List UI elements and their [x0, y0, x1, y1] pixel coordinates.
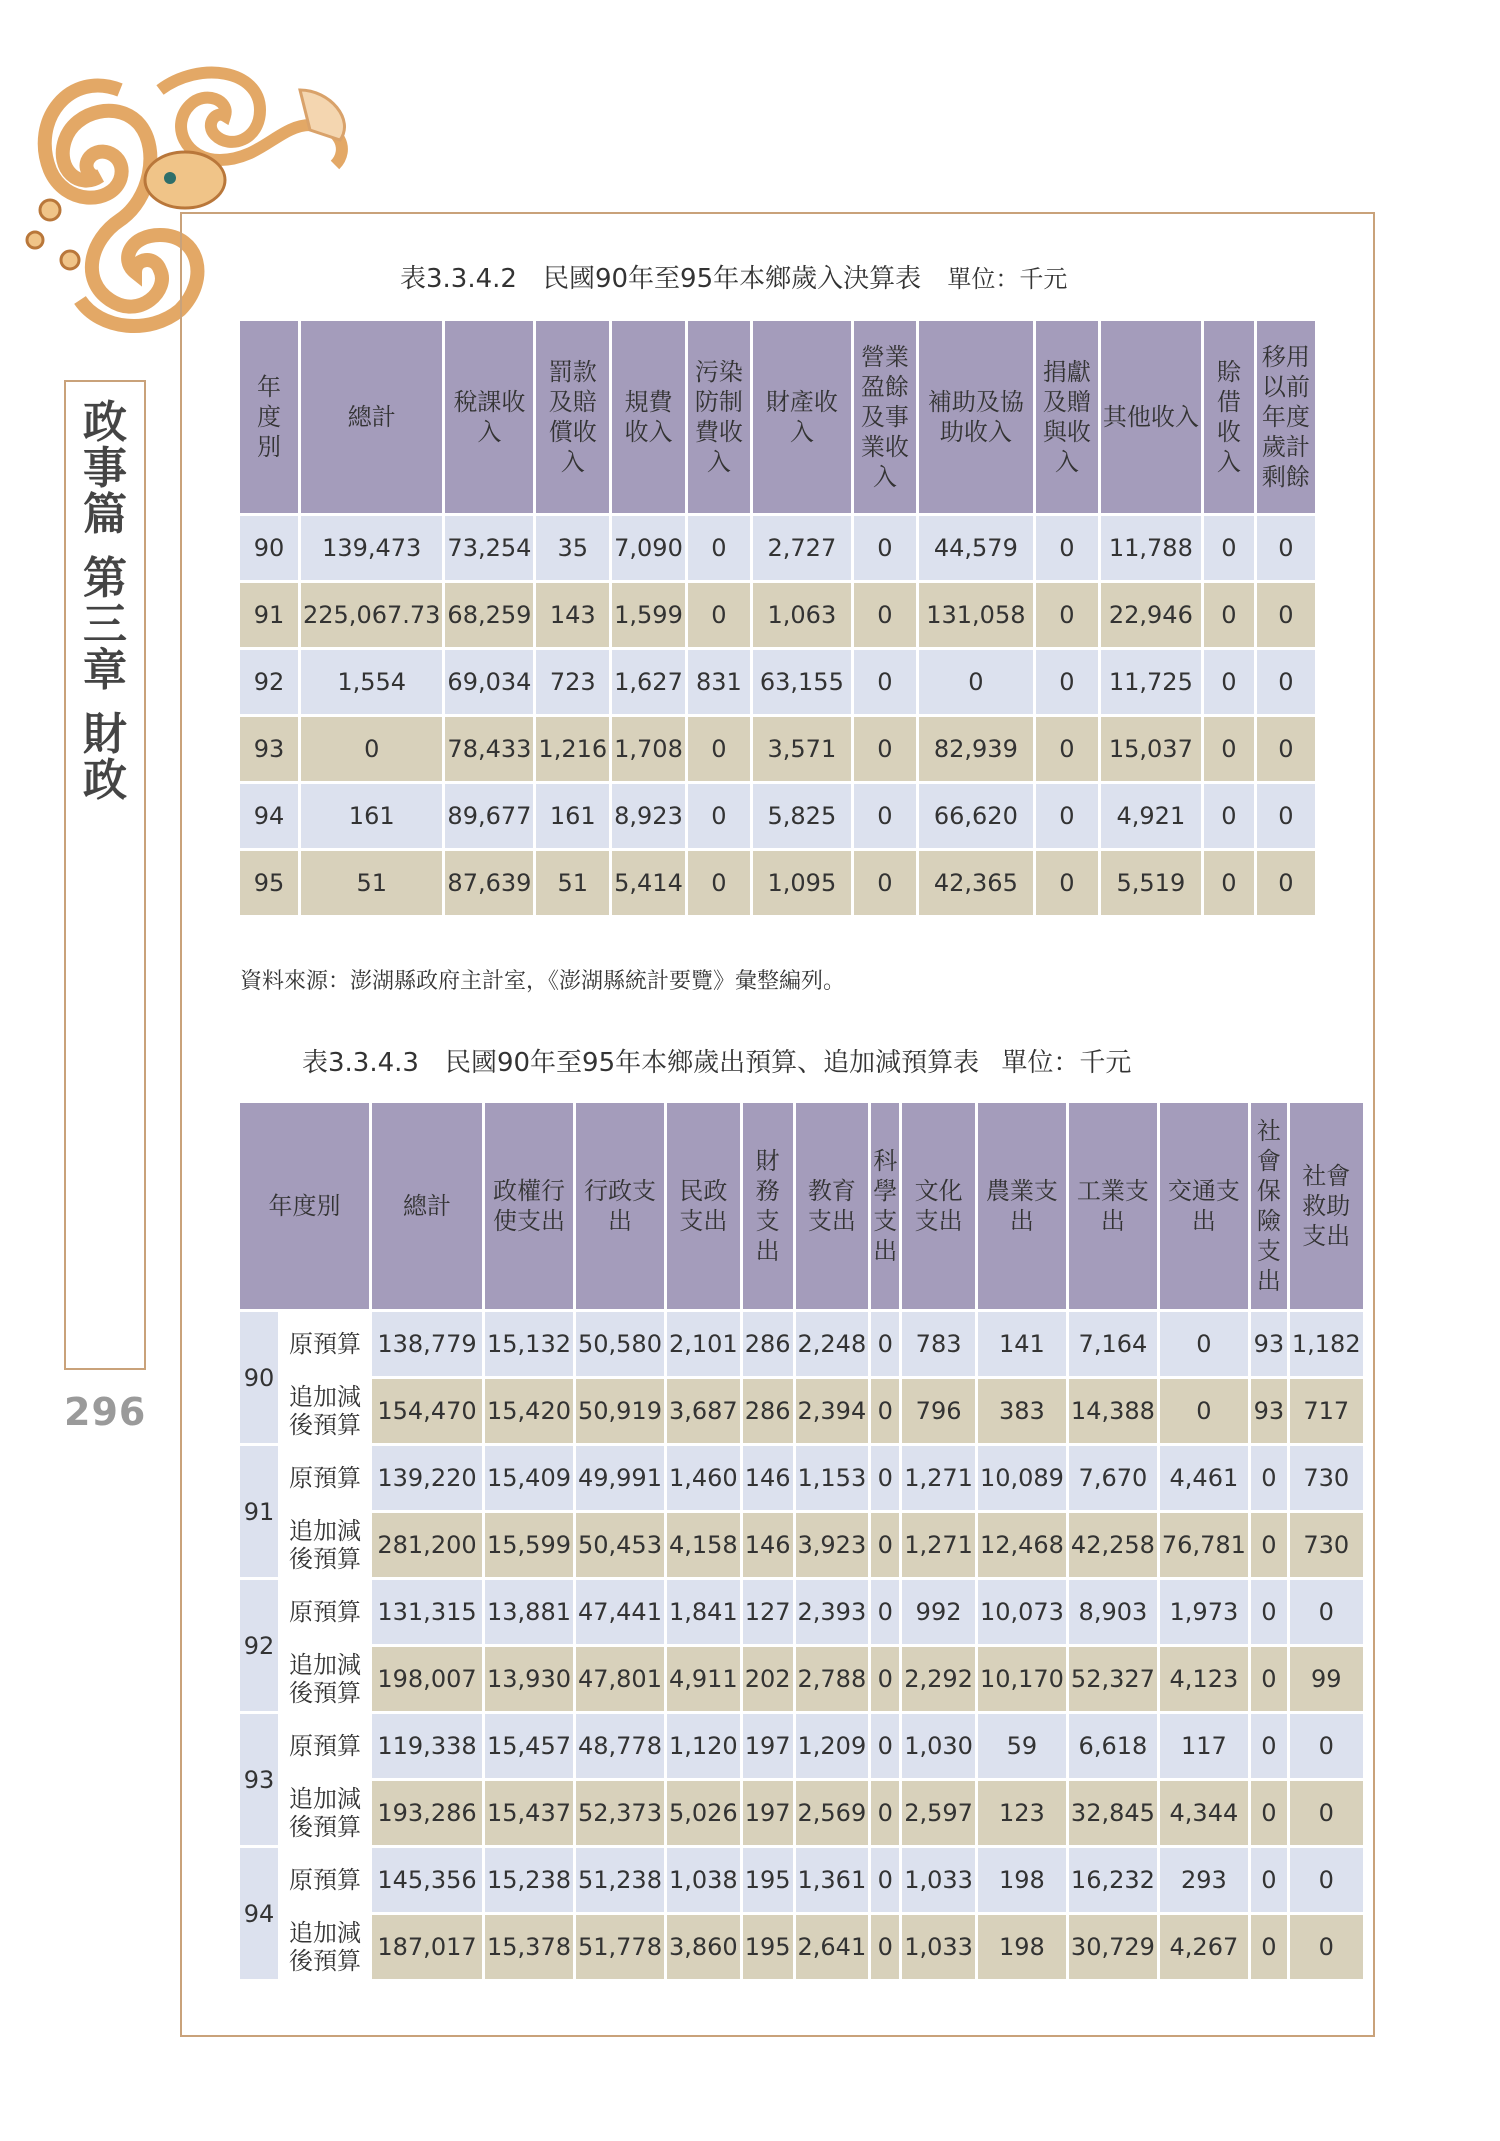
table1-row: [240, 583, 1315, 647]
table1-cell: 63,155: [753, 650, 851, 714]
table2-cell: 0: [871, 1446, 899, 1510]
table1-cell: 0: [1036, 516, 1098, 580]
original-budget-label: 原預算: [281, 1446, 369, 1510]
table1-cell: 0: [854, 650, 916, 714]
table2-cell: 4,158: [667, 1513, 740, 1577]
chapter-title-line: 第三章: [83, 553, 127, 696]
table2-cell: 2,394: [796, 1379, 869, 1443]
table2-row: [240, 1848, 1363, 1912]
table2-cell: 10,170: [978, 1647, 1066, 1711]
table1-year-cell: 95: [240, 851, 298, 915]
table2-cell: 15,378: [485, 1915, 573, 1979]
table1-cell: 0: [688, 583, 750, 647]
table2-cell: 4,344: [1160, 1781, 1248, 1845]
table1-cell: 51: [301, 851, 442, 915]
table2-cell: 193,286: [372, 1781, 482, 1845]
table1-header: 罰款及賠償收入: [536, 321, 609, 513]
table2-header: 財務支出: [743, 1103, 793, 1309]
table2-cell: 93: [1251, 1312, 1287, 1376]
revenue-table: [237, 318, 1318, 918]
table1-cell: 0: [301, 717, 442, 781]
table1-cell: 68,259: [445, 583, 533, 647]
table1-cell: 35: [536, 516, 609, 580]
table2-cell: 0: [871, 1580, 899, 1644]
table2-cell: 127: [743, 1580, 793, 1644]
table1-header: 規費收入: [612, 321, 685, 513]
table2-cell: 197: [743, 1714, 793, 1778]
table2-cell: 2,641: [796, 1915, 869, 1979]
revised-budget-label: 追加減後預算: [281, 1647, 369, 1711]
table2-cell: 0: [871, 1714, 899, 1778]
table2-cell: 2,393: [796, 1580, 869, 1644]
table1-cell: 78,433: [445, 717, 533, 781]
table2-cell: 202: [743, 1647, 793, 1711]
table2-cell: 52,373: [576, 1781, 664, 1845]
original-budget-label: 原預算: [281, 1714, 369, 1778]
table2-cell: 0: [871, 1848, 899, 1912]
table1-cell: 5,825: [753, 784, 851, 848]
table1-row: [240, 851, 1315, 915]
table1-cell: 4,921: [1101, 784, 1201, 848]
table1-cell: 0: [688, 784, 750, 848]
table1-header: 稅課收入: [445, 321, 533, 513]
table1-cell: 1,095: [753, 851, 851, 915]
table1-cell: 69,034: [445, 650, 533, 714]
table2-cell: 3,687: [667, 1379, 740, 1443]
table1-cell: 143: [536, 583, 609, 647]
table2-cell: 30,729: [1069, 1915, 1157, 1979]
table2-cell: 15,409: [485, 1446, 573, 1510]
chapter-title-line: 財政: [83, 709, 127, 806]
table1-cell: 0: [1204, 516, 1254, 580]
table2-cell: 2,101: [667, 1312, 740, 1376]
table2-row: [240, 1781, 1363, 1845]
table2-header: 政權行使支出: [485, 1103, 573, 1309]
table2-header: 交通支出: [1160, 1103, 1248, 1309]
table2-cell: 1,120: [667, 1714, 740, 1778]
table2-cell: 198: [978, 1848, 1066, 1912]
table2-cell: 145,356: [372, 1848, 482, 1912]
table2-cell: 51,238: [576, 1848, 664, 1912]
table1-header: 捐獻及贈與收入: [1036, 321, 1098, 513]
table2-cell: 146: [743, 1513, 793, 1577]
table2-cell: 0: [1251, 1446, 1287, 1510]
table1-cell: 66,620: [919, 784, 1033, 848]
table2-cell: 730: [1290, 1446, 1363, 1510]
table1-cell: 723: [536, 650, 609, 714]
table2-cell: 49,991: [576, 1446, 664, 1510]
table2-unit: 單位：千元: [1001, 1048, 1132, 1078]
table1-cell: 0: [688, 851, 750, 915]
table2-cell: 0: [871, 1513, 899, 1577]
table1-cell: 0: [1257, 650, 1315, 714]
table1-cell: 0: [1036, 851, 1098, 915]
table1-cell: 1,627: [612, 650, 685, 714]
table2-cell: 992: [902, 1580, 975, 1644]
table2-cell: 8,903: [1069, 1580, 1157, 1644]
table2-cell: 76,781: [1160, 1513, 1248, 1577]
table2-cell: 0: [1290, 1781, 1363, 1845]
table2-cell: 4,911: [667, 1647, 740, 1711]
table2-cell: 48,778: [576, 1714, 664, 1778]
table1-cell: 22,946: [1101, 583, 1201, 647]
table2-cell: 3,860: [667, 1915, 740, 1979]
table1-cell: 0: [1257, 717, 1315, 781]
table2-cell: 0: [1160, 1379, 1248, 1443]
table2-cell: 119,338: [372, 1714, 482, 1778]
table1-unit: 單位：千元: [947, 265, 1068, 293]
table2-header: 年度別: [240, 1103, 369, 1309]
table2-header: 農業支出: [978, 1103, 1066, 1309]
table2-cell: 293: [1160, 1848, 1248, 1912]
table1-header: 總計: [301, 321, 442, 513]
table2-cell: 0: [1251, 1580, 1287, 1644]
table1-title: 表3.3.4.2 民國90年至95年本鄉歲入決算表: [400, 264, 922, 294]
table2-cell: 1,033: [902, 1848, 975, 1912]
table2-cell: 281,200: [372, 1513, 482, 1577]
table2-cell: 383: [978, 1379, 1066, 1443]
table1-cell: 831: [688, 650, 750, 714]
table1-caption: [400, 258, 1067, 295]
table2-cell: 717: [1290, 1379, 1363, 1443]
table2-cell: 13,930: [485, 1647, 573, 1711]
table2-cell: 0: [1290, 1580, 1363, 1644]
table1-cell: 0: [919, 650, 1033, 714]
table2-cell: 1,271: [902, 1513, 975, 1577]
table1-year-cell: 94: [240, 784, 298, 848]
table2-cell: 2,597: [902, 1781, 975, 1845]
table2-row: [240, 1312, 1363, 1376]
revised-budget-label: 追加減後預算: [281, 1781, 369, 1845]
table2-cell: 123: [978, 1781, 1066, 1845]
revised-budget-label: 追加減後預算: [281, 1379, 369, 1443]
table1-cell: 3,571: [753, 717, 851, 781]
table2-cell: 117: [1160, 1714, 1248, 1778]
table2-cell: 99: [1290, 1647, 1363, 1711]
table2-cell: 50,580: [576, 1312, 664, 1376]
table1-cell: 0: [688, 516, 750, 580]
table1-cell: 8,923: [612, 784, 685, 848]
table2-header: 社會保險支出: [1251, 1103, 1287, 1309]
table2-header-row: [240, 1103, 1363, 1309]
table2-year-cell: 94: [240, 1848, 278, 1979]
table2-header: 工業支出: [1069, 1103, 1157, 1309]
table2-cell: 730: [1290, 1513, 1363, 1577]
table2-cell: 1,209: [796, 1714, 869, 1778]
table1-cell: 0: [854, 851, 916, 915]
table2-cell: 4,461: [1160, 1446, 1248, 1510]
table1-cell: 0: [688, 717, 750, 781]
table2-cell: 154,470: [372, 1379, 482, 1443]
table2-cell: 15,420: [485, 1379, 573, 1443]
table2-cell: 47,441: [576, 1580, 664, 1644]
table2-cell: 0: [1251, 1513, 1287, 1577]
table1-cell: 2,727: [753, 516, 851, 580]
table1-cell: 11,788: [1101, 516, 1201, 580]
table2-cell: 0: [1251, 1647, 1287, 1711]
table2-row: [240, 1379, 1363, 1443]
chapter-title-line: 政事篇: [83, 397, 127, 540]
table2-cell: 0: [1251, 1915, 1287, 1979]
table1-cell: 0: [1204, 583, 1254, 647]
table2-cell: 0: [1251, 1848, 1287, 1912]
table2-header: 民政支出: [667, 1103, 740, 1309]
revised-budget-label: 追加減後預算: [281, 1915, 369, 1979]
table1-year-cell: 92: [240, 650, 298, 714]
original-budget-label: 原預算: [281, 1580, 369, 1644]
table1-cell: 73,254: [445, 516, 533, 580]
source-note: 資料來源：澎湖縣政府主計室，《澎湖縣統計要覽》彙整編列。: [240, 969, 846, 994]
table1-cell: 0: [1036, 784, 1098, 848]
revised-budget-label: 追加減後預算: [281, 1513, 369, 1577]
table2-row: [240, 1513, 1363, 1577]
table2-cell: 15,457: [485, 1714, 573, 1778]
table1-cell: 0: [1257, 784, 1315, 848]
table2-cell: 2,292: [902, 1647, 975, 1711]
table1-cell: 0: [1257, 851, 1315, 915]
table1-cell: 0: [854, 583, 916, 647]
table1-cell: 0: [1257, 516, 1315, 580]
table2-cell: 1,841: [667, 1580, 740, 1644]
table2-cell: 286: [743, 1312, 793, 1376]
table2-cell: 1,030: [902, 1714, 975, 1778]
table2-cell: 59: [978, 1714, 1066, 1778]
table1-cell: 44,579: [919, 516, 1033, 580]
table1-cell: 1,063: [753, 583, 851, 647]
table2-caption: [302, 1042, 1131, 1079]
table2-cell: 10,089: [978, 1446, 1066, 1510]
expenditure-table: [237, 1100, 1366, 1982]
table2-cell: 146: [743, 1446, 793, 1510]
table1-cell: 15,037: [1101, 717, 1201, 781]
table1-header: 賒借收入: [1204, 321, 1254, 513]
table2-cell: 1,271: [902, 1446, 975, 1510]
table2-cell: 14,388: [1069, 1379, 1157, 1443]
table1-cell: 1,599: [612, 583, 685, 647]
table2-cell: 52,327: [1069, 1647, 1157, 1711]
table1-cell: 0: [1036, 650, 1098, 714]
table2-cell: 7,164: [1069, 1312, 1157, 1376]
table2-cell: 2,248: [796, 1312, 869, 1376]
table2-cell: 1,361: [796, 1848, 869, 1912]
table2-cell: 32,845: [1069, 1781, 1157, 1845]
table2-cell: 0: [871, 1781, 899, 1845]
table2-cell: 15,599: [485, 1513, 573, 1577]
table2-row: [240, 1647, 1363, 1711]
table1-cell: 1,554: [301, 650, 442, 714]
table1-cell: 161: [536, 784, 609, 848]
table2-cell: 187,017: [372, 1915, 482, 1979]
table2-cell: 50,453: [576, 1513, 664, 1577]
table1-cell: 5,414: [612, 851, 685, 915]
table2-cell: 3,923: [796, 1513, 869, 1577]
table2-title: 表3.3.4.3 民國90年至95年本鄉歲出預算、追加減預算表: [302, 1048, 980, 1078]
table2-cell: 1,460: [667, 1446, 740, 1510]
table2-cell: 15,437: [485, 1781, 573, 1845]
table1-year-cell: 90: [240, 516, 298, 580]
table1-cell: 89,677: [445, 784, 533, 848]
table1-cell: 42,365: [919, 851, 1033, 915]
original-budget-label: 原預算: [281, 1848, 369, 1912]
table2-cell: 138,779: [372, 1312, 482, 1376]
table1-cell: 0: [1204, 851, 1254, 915]
table1-cell: 0: [1257, 583, 1315, 647]
table2-cell: 195: [743, 1848, 793, 1912]
table1-row: [240, 650, 1315, 714]
table2-cell: 198: [978, 1915, 1066, 1979]
table1-cell: 0: [854, 784, 916, 848]
table1-row: [240, 717, 1315, 781]
table1-row: [240, 516, 1315, 580]
table2-cell: 50,919: [576, 1379, 664, 1443]
table2-cell: 131,315: [372, 1580, 482, 1644]
table1-header: 其他收入: [1101, 321, 1201, 513]
table2-cell: 0: [1251, 1714, 1287, 1778]
table2-year-cell: 91: [240, 1446, 278, 1577]
table2-cell: 16,232: [1069, 1848, 1157, 1912]
table1-header: 補助及協助收入: [919, 321, 1033, 513]
table2-cell: 0: [871, 1312, 899, 1376]
table1-cell: 1,216: [536, 717, 609, 781]
table2-header: 科學支出: [871, 1103, 899, 1309]
table1-cell: 82,939: [919, 717, 1033, 781]
table2-cell: 1,182: [1290, 1312, 1363, 1376]
table2-cell: 0: [1290, 1915, 1363, 1979]
table1-cell: 0: [1204, 717, 1254, 781]
table2-cell: 42,258: [1069, 1513, 1157, 1577]
table1-header: 污染防制費收入: [688, 321, 750, 513]
table2-cell: 1,038: [667, 1848, 740, 1912]
table1-cell: 11,725: [1101, 650, 1201, 714]
table2-cell: 2,788: [796, 1647, 869, 1711]
table1-cell: 87,639: [445, 851, 533, 915]
table2-cell: 51,778: [576, 1915, 664, 1979]
table1-header: 年度別: [240, 321, 298, 513]
table2-cell: 0: [1290, 1714, 1363, 1778]
table1-header: 財產收入: [753, 321, 851, 513]
table2-cell: 7,670: [1069, 1446, 1157, 1510]
table1-cell: 0: [1036, 717, 1098, 781]
table2-cell: 783: [902, 1312, 975, 1376]
table2-cell: 0: [871, 1647, 899, 1711]
table2-row: [240, 1915, 1363, 1979]
table2-cell: 4,123: [1160, 1647, 1248, 1711]
table2-row: [240, 1580, 1363, 1644]
table2-cell: 796: [902, 1379, 975, 1443]
table2-cell: 0: [1160, 1312, 1248, 1376]
table2-cell: 47,801: [576, 1647, 664, 1711]
table2-cell: 139,220: [372, 1446, 482, 1510]
table1-cell: 0: [1204, 784, 1254, 848]
table2-header: 教育支出: [796, 1103, 869, 1309]
table1-cell: 225,067.73: [301, 583, 442, 647]
table2-cell: 1,153: [796, 1446, 869, 1510]
table1-cell: 0: [1036, 583, 1098, 647]
table2-cell: 0: [871, 1915, 899, 1979]
table1-cell: 5,519: [1101, 851, 1201, 915]
page-number: 296: [64, 1390, 147, 1434]
table2-cell: 93: [1251, 1379, 1287, 1443]
table2-header: 總計: [372, 1103, 482, 1309]
table2-cell: 15,132: [485, 1312, 573, 1376]
table2-cell: 5,026: [667, 1781, 740, 1845]
table2-header: 行政支出: [576, 1103, 664, 1309]
table2-cell: 10,073: [978, 1580, 1066, 1644]
table1-cell: 161: [301, 784, 442, 848]
table2-header: 文化支出: [902, 1103, 975, 1309]
table1-year-cell: 91: [240, 583, 298, 647]
table2-cell: 15,238: [485, 1848, 573, 1912]
table1-header-row: [240, 321, 1315, 513]
table2-cell: 141: [978, 1312, 1066, 1376]
chapter-title: [64, 397, 146, 806]
table1-cell: 131,058: [919, 583, 1033, 647]
table1-cell: 1,708: [612, 717, 685, 781]
table2-cell: 6,618: [1069, 1714, 1157, 1778]
table1-cell: 51: [536, 851, 609, 915]
table1-cell: 0: [1204, 650, 1254, 714]
table2-cell: 0: [871, 1379, 899, 1443]
table2-header: 社會救助支出: [1290, 1103, 1363, 1309]
table2-cell: 0: [1251, 1781, 1287, 1845]
original-budget-label: 原預算: [281, 1312, 369, 1376]
table2-row: [240, 1714, 1363, 1778]
table2-year-cell: 93: [240, 1714, 278, 1845]
table1-header: 移用以前年度歲計剩餘: [1257, 321, 1315, 513]
table1-year-cell: 93: [240, 717, 298, 781]
table2-cell: 12,468: [978, 1513, 1066, 1577]
table2-cell: 1,973: [1160, 1580, 1248, 1644]
table2-year-cell: 92: [240, 1580, 278, 1711]
table1-cell: 7,090: [612, 516, 685, 580]
table2-cell: 13,881: [485, 1580, 573, 1644]
table1-header: 營業盈餘及事業收入: [854, 321, 916, 513]
table2-cell: 0: [1290, 1848, 1363, 1912]
table2-cell: 2,569: [796, 1781, 869, 1845]
table2-cell: 1,033: [902, 1915, 975, 1979]
table2-cell: 198,007: [372, 1647, 482, 1711]
table2-cell: 4,267: [1160, 1915, 1248, 1979]
table2-cell: 197: [743, 1781, 793, 1845]
table1-cell: 0: [854, 516, 916, 580]
table1-cell: 139,473: [301, 516, 442, 580]
table1-row: [240, 784, 1315, 848]
table2-cell: 286: [743, 1379, 793, 1443]
table1-cell: 0: [854, 717, 916, 781]
table2-row: [240, 1446, 1363, 1510]
table2-cell: 195: [743, 1915, 793, 1979]
table2-year-cell: 90: [240, 1312, 278, 1443]
